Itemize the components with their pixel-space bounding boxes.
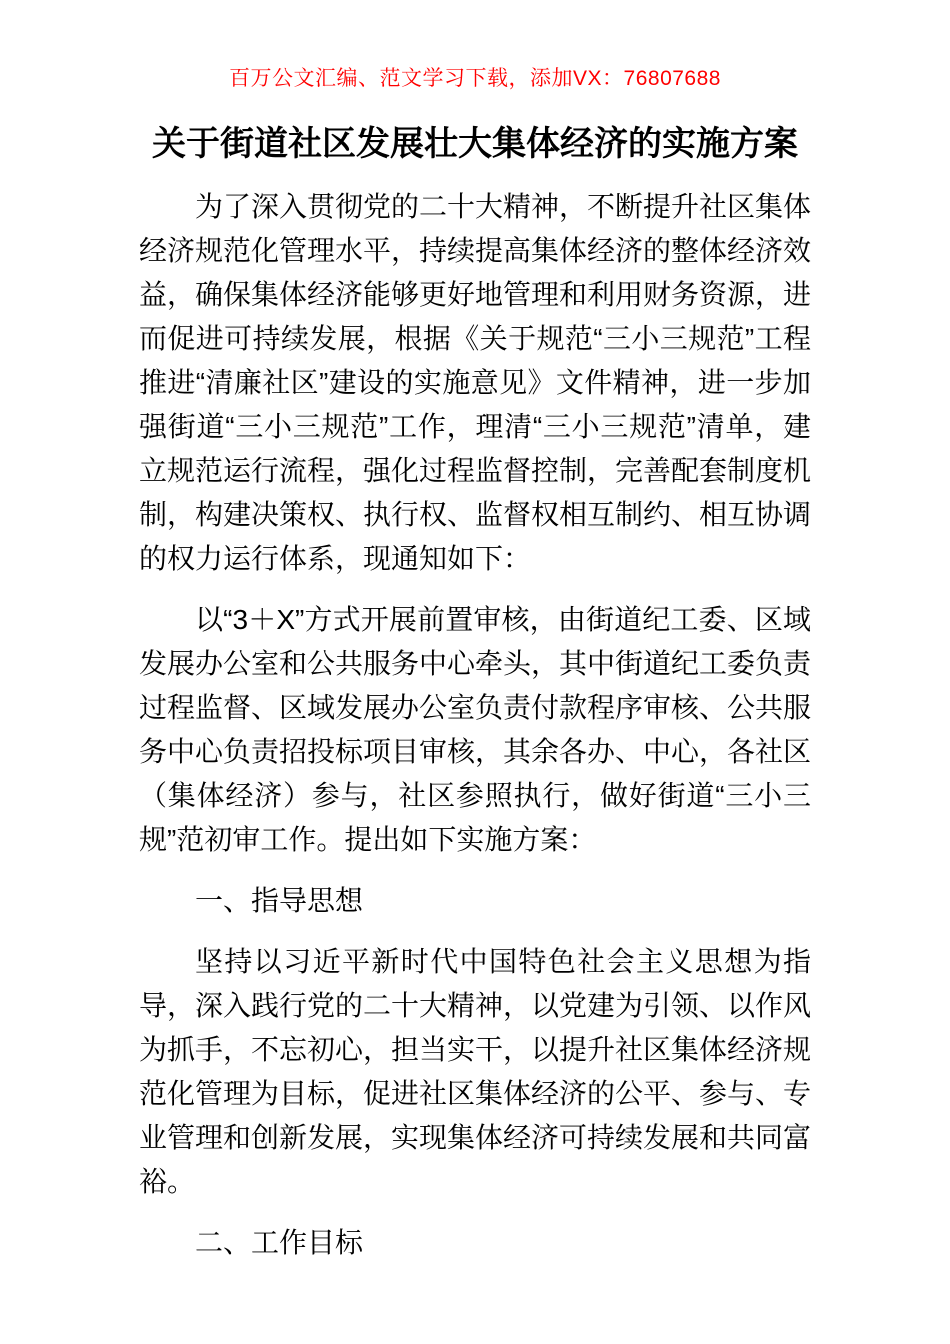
paragraph-intro: 为了深入贯彻党的二十大精神，不断提升社区集体经济规范化管理水平，持续提高集体经济的整体经济效益，确保集体经济能够更好地管理和利用财务资源，进而促进可持续发展，根据《关于规范“三小三规范”工程推进“清廉社区”建设的实施意见》文件精神，进一步加强街道“三小三规范”工作，理清“三小三规范”清单，建立规范运行流程，强化过程监督控制，完善配套制度机制，构建决策权、执行权、监督权相互制约、相互协调的权力运行体系，现通知如下： (139, 191, 812, 574)
section-heading-guiding-ideology: 一、指导思想 (195, 885, 364, 916)
section-heading-work-goals: 二、工作目标 (195, 1227, 364, 1258)
notice-banner: 百万公文汇编、范文学习下载，添加VX：76807688 (229, 67, 721, 90)
paragraph-review-process: 以“3＋X”方式开展前置审核，由街道纪工委、区域发展办公室和公共服务中心牵头，其中街道纪工委负责过程监督、区域发展办公室负责付款程序审核、公共服务中心负责招投标项目审核，其余各办、中心，各社区（集体经济）参与，社区参照执行，做好街道“三小三规”范初审工作。提出如下实施方案： (139, 604, 812, 855)
document-title: 关于街道社区发展壮大集体经济的实施方案 (152, 125, 798, 163)
paragraph-guiding-ideology: 坚持以习近平新时代中国特色社会主义思想为指导，深入践行党的二十大精神，以党建为引领、以作风为抓手，不忘初心，担当实干，以提升社区集体经济规范化管理为目标，促进社区集体经济的公平、参与、专业管理和创新发展，实现集体经济可持续发展和共同富裕。 (139, 946, 812, 1197)
